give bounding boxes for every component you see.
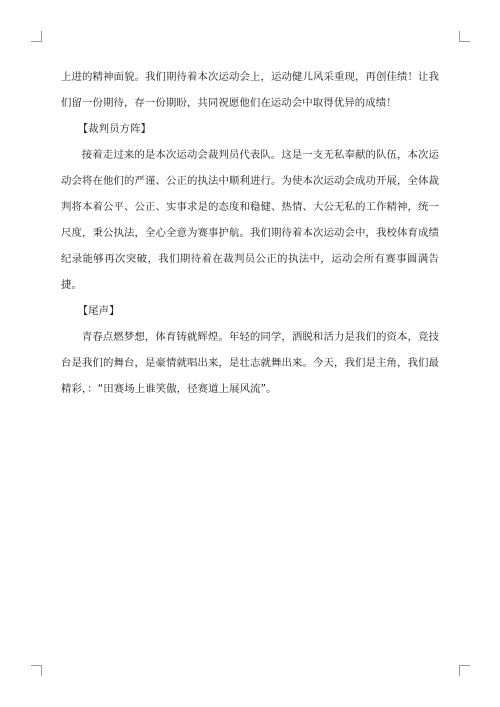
- corner-mark-top-right: [459, 31, 470, 42]
- paragraph-intro-continued: 上进的精神面貌。我们期待着本次运动会上，运动健儿风采重现，再创佳绩！让我们留一份期待，存一份期盼，共同祝愿他们在运动会中取得优异的成绩！: [61, 71, 439, 109]
- corner-mark-top-left: [31, 31, 42, 42]
- document-body: [61, 64, 439, 402]
- corner-mark-bottom-left: [31, 665, 42, 676]
- section-heading-epilogue: 【尾声】: [77, 305, 120, 317]
- corner-mark-bottom-right: [459, 665, 470, 676]
- section-heading-referees: 【裁判员方阵】: [77, 123, 152, 135]
- paragraph-epilogue: 青春点燃梦想，体育铸就辉煌。年轻的同学，洒脱和活力是我们的资本，竞技台是我们的舞台，是豪情就唱出来，是壮志就舞出来。今天，我们是主角，我们最精彩，：“田赛场上谁笑傲，径赛道上展风流”。: [61, 331, 439, 395]
- paragraph-referees: 接着走过来的是本次运动会裁判员代表队。这是一支无私奉献的队伍，本次运动会将在他们的严谨、公正的执法中顺利进行。为使本次运动会成功开展，全体裁判将本着公平、公正、实事求是的态度和稳健、热情、大公无私的工作精神，统一尺度，秉公执法，全心全意为赛事护航。我们期待着本次运动会中，我校体育成绩纪录能够再次突破，我们期待着在裁判员公正的执法中，运动会所有赛事圆满告捷。: [61, 149, 439, 291]
